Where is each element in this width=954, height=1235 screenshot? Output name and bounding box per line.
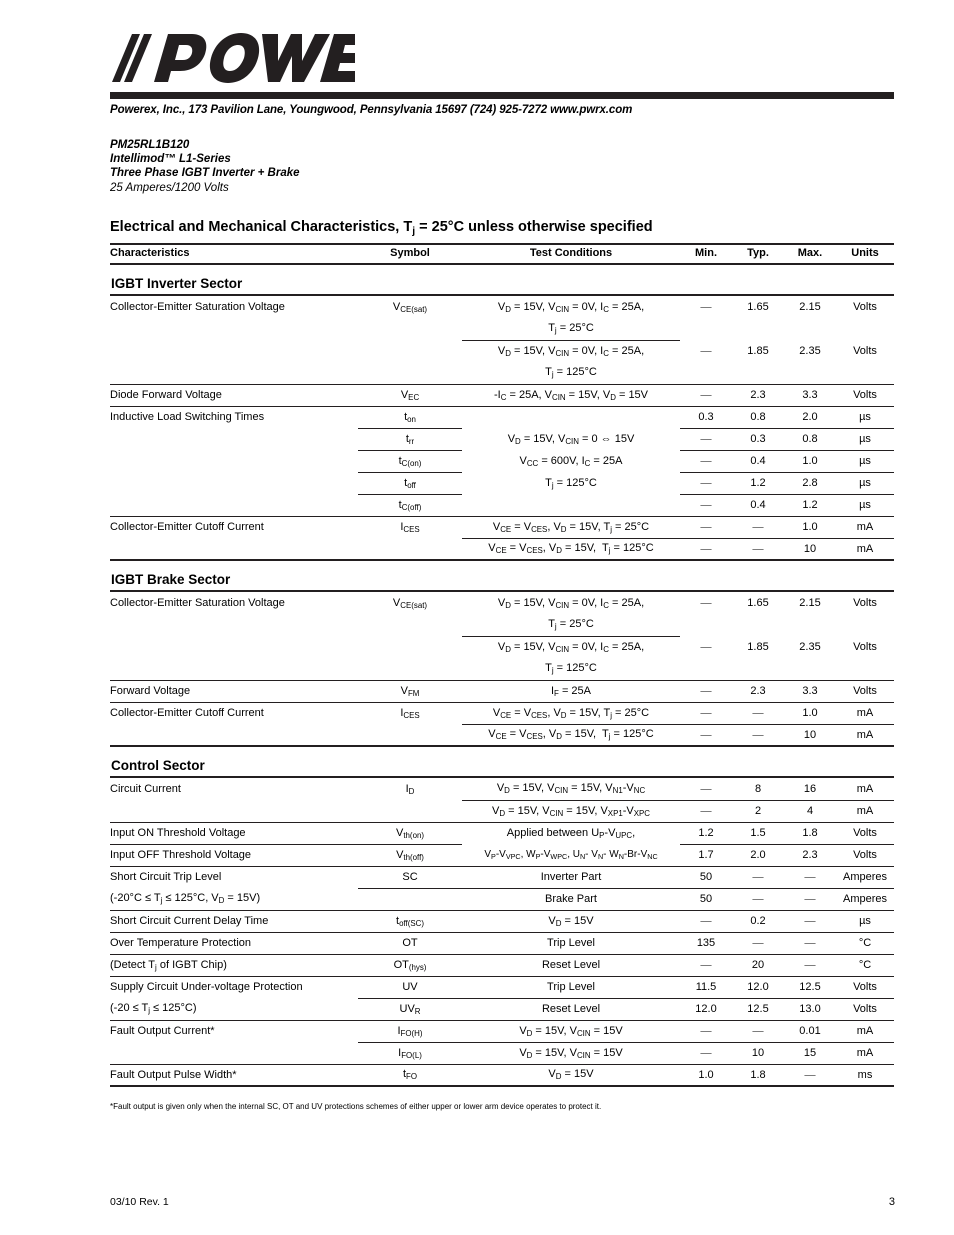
row-min: 11.5 (680, 976, 732, 998)
row-symbol: $OT_{(hys)}$ (358, 954, 462, 976)
row-units: mA (836, 538, 894, 560)
group-title: Control Sector (111, 758, 205, 773)
table-row (110, 406, 894, 428)
row-shared-condition-line3: $T_j = 125^\circ C$ (545, 476, 597, 490)
table-row (110, 472, 894, 494)
row-max: 1.0 (784, 450, 836, 472)
column-header-test-conditions: Test Conditions (462, 244, 680, 264)
row-symbol: UV (358, 976, 462, 998)
table-row-continuation (110, 614, 894, 636)
row-units: mA (836, 778, 894, 800)
row-units: °C (836, 932, 894, 954)
row-max: 10 (784, 724, 836, 746)
row-condition: $V_D = 15V$, $V_{CIN} = 15V$, $V_{N1}-V_{NC}$ (462, 778, 680, 800)
table-row (110, 1020, 894, 1042)
table-row-continuation (110, 362, 894, 384)
table-row-continuation (110, 658, 894, 680)
table-header-row (110, 244, 894, 264)
row-min: — (700, 301, 712, 313)
row-condition: $V_D = 15V$ (462, 1064, 680, 1086)
row-units: Volts (853, 301, 877, 313)
table-row (110, 702, 894, 724)
row-units: Amperes (836, 888, 894, 910)
row-min: — (680, 954, 732, 976)
product-rating: 25 Amperes/1200 Volts (110, 181, 229, 194)
row-symbol: $t_{rr}$ (358, 428, 462, 450)
row-characteristic: Short Circuit Trip Level (110, 871, 222, 884)
row-symbol: SC (358, 866, 462, 888)
row-units: Volts (853, 641, 877, 653)
row-symbol: $t_{FO}$ (358, 1064, 462, 1086)
table-row (110, 636, 894, 658)
row-symbol: $t_{C(on)}$ (358, 450, 462, 472)
table-row (110, 866, 894, 888)
company-address: Powerex, Inc., 173 Pavilion Lane, Youngwood, Pennsylvania 15697 (724) 925-7272 www.pwrx.com (110, 104, 633, 116)
row-max: — (784, 910, 836, 932)
row-typ: 0.8 (732, 406, 784, 428)
row-max: 2.15 (799, 597, 821, 609)
row-units: Volts (836, 384, 894, 406)
row-condition: Inverter Part (462, 866, 680, 888)
row-condition: Trip Level (462, 932, 680, 954)
row-min: — (680, 450, 732, 472)
row-min: 1.0 (680, 1064, 732, 1086)
fault-output-footnote: *Fault output is given only when the internal SC, OT and UV protections schemes of either upper or lower arm device operates to protect it. (110, 1102, 602, 1111)
row-symbol: $t_{off(SC)}$ (358, 910, 462, 932)
table-row (110, 888, 894, 910)
group-header-control-sector (110, 746, 894, 777)
row-characteristic: Fault Output Pulse Width* (110, 1064, 358, 1086)
row-condition: Reset Level (462, 998, 680, 1020)
row-min: — (680, 702, 732, 724)
row-min: — (680, 724, 732, 746)
row-condition: $V_D = 15V$, $V_{CIN} = 15V$, $V_{XP1}-V_{XPC}$ (462, 800, 680, 822)
row-symbol: $I_{FO(H)}$ (358, 1020, 462, 1042)
row-max: 3.3 (784, 384, 836, 406)
column-header-max: Max. (784, 244, 836, 264)
row-condition: $V_D = 15V$, $V_{CIN} = 0V$, $I_C = 25A$, (497, 640, 645, 654)
row-min: 1.7 (680, 844, 732, 866)
table-row (110, 592, 894, 614)
row-characteristic: Fault Output Current* (110, 1025, 215, 1038)
table-row (110, 844, 894, 866)
row-max: 2.35 (799, 345, 821, 357)
row-min: — (680, 472, 732, 494)
row-max: 2.3 (784, 844, 836, 866)
table-row (110, 932, 894, 954)
row-max: — (784, 866, 836, 888)
row-min: — (680, 384, 732, 406)
column-header-characteristics: Characteristics (110, 244, 358, 264)
row-condition: Trip Level (462, 976, 680, 998)
table-row (110, 998, 894, 1020)
product-series: Intellimod™ L1-Series (110, 153, 231, 166)
row-units: mA (836, 702, 894, 724)
row-min: — (680, 494, 732, 516)
row-characteristic: Forward Voltage (110, 680, 358, 702)
row-units: Volts (836, 998, 894, 1020)
row-max: 1.2 (784, 494, 836, 516)
row-typ: 12.0 (732, 976, 784, 998)
row-condition: $V_D = 15V$, $V_{CIN} = 15V$ (462, 1020, 680, 1042)
header-divider-rule (110, 92, 894, 99)
row-characteristic: Collector-Emitter Cutoff Current (110, 521, 264, 534)
row-units: mA (836, 1042, 894, 1064)
row-min: — (700, 345, 712, 357)
row-condition-line2: $T_j = 125^\circ C$ (462, 362, 680, 384)
row-typ: 12.5 (732, 998, 784, 1020)
table-row (110, 822, 894, 844)
table-row (110, 516, 894, 538)
table-row (110, 800, 894, 822)
row-min: 135 (680, 932, 732, 954)
row-max: 1.0 (784, 702, 836, 724)
page-number: 3 (888, 1196, 895, 1208)
row-typ: 2.0 (732, 844, 784, 866)
row-typ: 1.2 (732, 472, 784, 494)
group-header-igbt-brake-sector (110, 560, 894, 591)
row-typ: 1.65 (747, 301, 769, 313)
row-typ: — (732, 888, 784, 910)
row-characteristic: Short Circuit Current Delay Time (110, 910, 358, 932)
row-condition: $V_D = 15V$ (462, 910, 680, 932)
row-condition: $V_D = 15V$, $V_{CIN} = 0V$, $I_C = 25A$, (497, 596, 645, 610)
row-characteristic: Collector-Emitter Saturation Voltage (110, 597, 285, 609)
row-characteristic: (Detect $T_j$ of IGBT Chip) (110, 954, 358, 976)
row-max: — (784, 1064, 836, 1086)
row-typ: 2 (732, 800, 784, 822)
row-typ: 1.8 (732, 1064, 784, 1086)
column-header-units: Units (836, 244, 894, 264)
row-max: — (784, 954, 836, 976)
row-min: — (680, 778, 732, 800)
row-max: 3.3 (784, 680, 836, 702)
row-condition: $V_D = 15V$, $V_{CIN} = 15V$ (462, 1042, 680, 1064)
table-row (110, 724, 894, 746)
powerex-logo (110, 32, 355, 88)
row-min: 1.2 (680, 822, 732, 844)
row-min: 0.3 (680, 406, 732, 428)
row-characteristic: Circuit Current (110, 783, 181, 795)
column-header-symbol: Symbol (358, 244, 462, 264)
row-typ: — (732, 724, 784, 746)
row-typ: 0.4 (732, 494, 784, 516)
table-row (110, 778, 894, 800)
row-characteristic: ($-20^\circ C \le T_j \le 125^\circ C$, $V_D = 15V$) (110, 888, 358, 910)
column-header-typ: Typ. (732, 244, 784, 264)
row-symbol: $V_{CE(sat)}$ (392, 300, 428, 314)
table-row (110, 976, 894, 998)
row-units: µs (836, 450, 894, 472)
row-symbol: $t_{on}$ (358, 406, 462, 428)
product-description: Three Phase IGBT Inverter + Brake (110, 167, 300, 180)
row-units: Volts (836, 976, 894, 998)
row-condition: $I_F = 25A$ (462, 680, 680, 702)
column-header-min: Min. (680, 244, 732, 264)
group-title: IGBT Brake Sector (111, 572, 231, 587)
row-max: 12.5 (784, 976, 836, 998)
row-condition-line2: $T_j = 25^\circ C$ (462, 614, 680, 636)
row-max: — (784, 888, 836, 910)
row-symbol: $UV_R$ (358, 998, 462, 1020)
row-symbol: $t_{off}$ (358, 472, 462, 494)
revision-label: 03/10 Rev. 1 (110, 1196, 169, 1208)
row-units: Volts (836, 844, 894, 866)
row-characteristic: Inductive Load Switching Times (110, 411, 265, 424)
row-symbol: $I_D$ (405, 782, 415, 796)
row-typ: 8 (732, 778, 784, 800)
row-condition: Reset Level (462, 954, 680, 976)
row-min: 12.0 (680, 998, 732, 1020)
row-typ: 1.65 (747, 597, 769, 609)
row-symbol: $t_{C(off)}$ (358, 494, 462, 516)
table-row (110, 680, 894, 702)
row-units: µs (836, 472, 894, 494)
row-typ: 1.85 (747, 345, 769, 357)
table-row (110, 954, 894, 976)
row-min: — (680, 1020, 732, 1042)
row-units: µs (836, 494, 894, 516)
row-symbol: $V_{th(on)}$ (358, 822, 462, 844)
row-condition: $V_{CE} = V_{CES}$, $V_D = 15V$, $T_j = 25^\circ C$ (462, 516, 680, 538)
row-symbol: $V_{th(off)}$ (358, 844, 462, 866)
row-min: — (680, 680, 732, 702)
row-symbol: $V_{FM}$ (358, 680, 462, 702)
row-max: — (784, 932, 836, 954)
row-typ: 2.3 (732, 384, 784, 406)
row-condition: $V_{CE} = V_{CES}$, $V_D = 15V$, $T_j = 125^\circ C$ (462, 538, 680, 560)
row-units: µs (836, 406, 894, 428)
row-typ: 1.5 (732, 822, 784, 844)
row-characteristic: Supply Circuit Under-voltage Protection (110, 981, 303, 994)
row-condition: $V_{CE} = V_{CES}$, $V_D = 15V$, $T_j = 25^\circ C$ (462, 702, 680, 724)
group-header-igbt-inverter-sector (110, 264, 894, 295)
row-shared-condition-line1: $V_D = 15V$, $V_{CIN} = 0$ ⇔ 15V (507, 432, 635, 446)
row-condition: $V_{CE} = V_{CES}$, $V_D = 15V$, $T_j = 125^\circ C$ (462, 724, 680, 746)
row-max: 16 (784, 778, 836, 800)
row-symbol: $V_{CE(sat)}$ (392, 596, 428, 610)
row-symbol: $I_{CES}$ (400, 520, 420, 534)
row-typ: — (732, 538, 784, 560)
row-max: 2.15 (799, 301, 821, 313)
row-max: 10 (784, 538, 836, 560)
row-typ: — (732, 932, 784, 954)
table-row (110, 910, 894, 932)
row-max: 1.0 (784, 516, 836, 538)
row-units: µs (836, 428, 894, 450)
row-min: 50 (680, 888, 732, 910)
row-typ: — (732, 866, 784, 888)
row-units: °C (836, 954, 894, 976)
row-typ: 10 (732, 1042, 784, 1064)
row-units: ms (836, 1064, 894, 1086)
row-characteristic: $(-20 \le T_j \le 125^\circ C)$ (110, 998, 358, 1020)
row-symbol: $V_{EC}$ (358, 384, 462, 406)
row-min: — (680, 516, 732, 538)
row-condition: Applied between $U_P-V_{UPC}$, (506, 826, 636, 840)
row-units: µs (836, 910, 894, 932)
table-row (110, 428, 894, 450)
row-units: mA (836, 516, 894, 538)
row-typ: 0.3 (732, 428, 784, 450)
row-symbol: $I_{FO(L)}$ (358, 1042, 462, 1064)
row-condition-line2: $T_j = 125^\circ C$ (462, 658, 680, 680)
row-symbol: OT (358, 932, 462, 954)
row-min: — (700, 641, 712, 653)
row-max: 4 (784, 800, 836, 822)
row-typ: 1.85 (747, 641, 769, 653)
product-info-block (110, 138, 610, 195)
table-row (110, 450, 894, 472)
row-characteristic: Collector-Emitter Saturation Voltage (110, 301, 285, 313)
row-max: 2.8 (784, 472, 836, 494)
row-characteristic (110, 340, 358, 362)
group-title: IGBT Inverter Sector (111, 276, 243, 291)
row-max: 0.01 (784, 1020, 836, 1042)
table-row (110, 340, 894, 362)
characteristics-table (110, 243, 894, 1087)
row-min: — (680, 538, 732, 560)
row-min: — (700, 597, 712, 609)
row-max: 15 (784, 1042, 836, 1064)
row-condition: $V_D = 15V$, $V_{CIN} = 0V$, $I_C = 25A$, (497, 344, 645, 358)
row-typ: 0.2 (732, 910, 784, 932)
row-min: — (680, 1042, 732, 1064)
row-symbol: $I_{CES}$ (400, 706, 420, 720)
row-characteristic: Input ON Threshold Voltage (110, 822, 358, 844)
row-max: 1.8 (784, 822, 836, 844)
row-units: Volts (853, 345, 877, 357)
row-units: mA (836, 1020, 894, 1042)
row-max: 2.35 (799, 641, 821, 653)
row-max: 2.0 (784, 406, 836, 428)
table-row (110, 296, 894, 318)
product-part-number: PM25RL1B120 (110, 139, 190, 151)
page-title: Electrical and Mechanical Characteristics, $T_j = 25^\circ C$ unless otherwise specified (110, 219, 653, 237)
row-typ: 0.4 (732, 450, 784, 472)
row-max: 0.8 (784, 428, 836, 450)
row-condition: Brake Part (462, 888, 680, 910)
table-row (110, 494, 894, 516)
table-row-continuation (110, 318, 894, 340)
row-characteristic: Over Temperature Protection (110, 932, 358, 954)
row-condition: $V_P-V_{VPC}$, $W_P-V_{WPC}$, $U_N-$ $V_N-$ $W_N-Br-V_{NC}$ (462, 844, 680, 866)
table-row (110, 538, 894, 560)
row-condition: $V_D = 15V$, $V_{CIN} = 0V$, $I_C = 25A$, (497, 300, 645, 314)
row-units: Volts (853, 597, 877, 609)
row-units: Volts (836, 680, 894, 702)
row-typ: 2.3 (732, 680, 784, 702)
row-min: 50 (680, 866, 732, 888)
row-units: mA (836, 724, 894, 746)
table-row (110, 1042, 894, 1064)
table-row (110, 1064, 894, 1086)
row-min: — (680, 800, 732, 822)
row-typ: — (732, 1020, 784, 1042)
row-characteristic: Input OFF Threshold Voltage (110, 844, 358, 866)
row-condition: $-I_C = 25A$, $V_{CIN} = 15V$, $V_D = 15V$ (462, 384, 680, 406)
row-units: Amperes (836, 866, 894, 888)
row-characteristic: Diode Forward Voltage (110, 384, 358, 406)
table-row (110, 384, 894, 406)
row-min: — (680, 910, 732, 932)
row-typ: 20 (732, 954, 784, 976)
row-min: — (680, 428, 732, 450)
row-units: mA (836, 800, 894, 822)
row-max: 13.0 (784, 998, 836, 1020)
row-characteristic (110, 636, 358, 658)
row-condition-line2: $T_j = 25^\circ C$ (462, 318, 680, 340)
row-characteristic: Collector-Emitter Cutoff Current (110, 707, 264, 720)
row-units: Volts (836, 822, 894, 844)
row-typ: — (732, 702, 784, 724)
row-shared-condition-line2: $V_{CC} = 600V$, $I_C = 25A$ (519, 454, 623, 468)
row-typ: — (732, 516, 784, 538)
